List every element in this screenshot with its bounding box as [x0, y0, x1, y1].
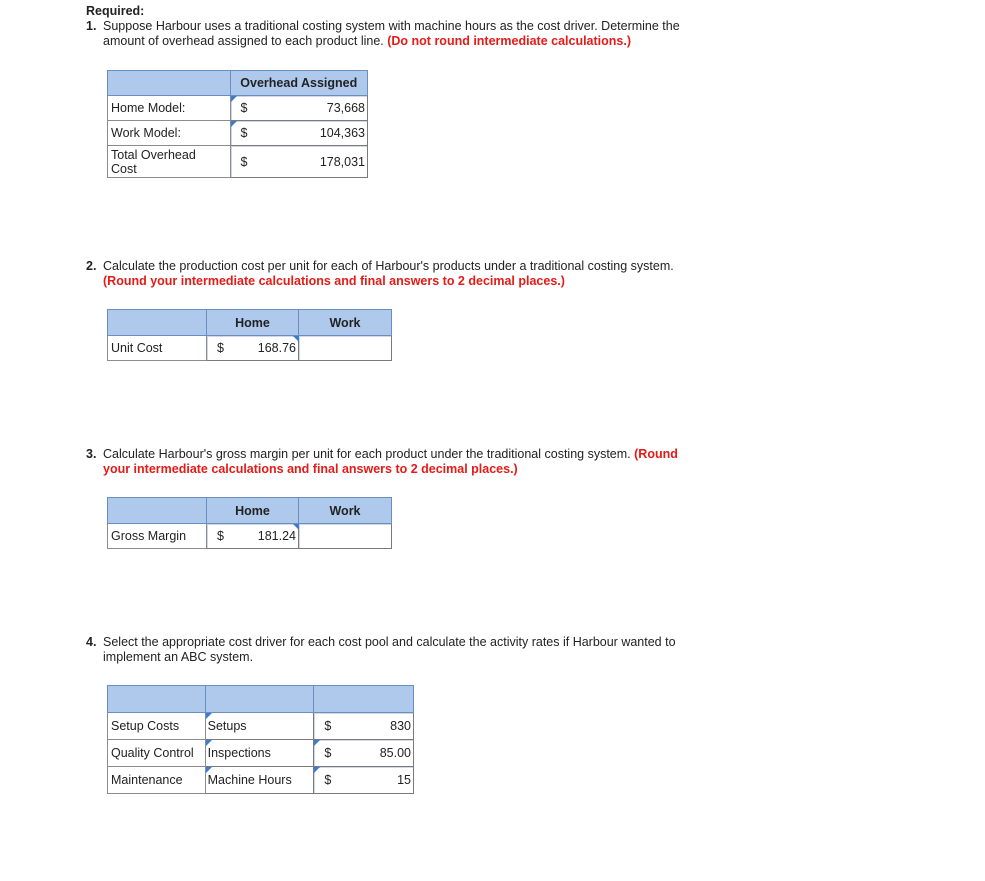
required-heading: Required:: [86, 4, 145, 18]
setup-costs-rate-value: 830: [390, 719, 411, 733]
question-1-text-a: Suppose Harbour uses a traditional costing system with machine hours as the cost driver. Determine the: [103, 19, 680, 33]
maintenance-driver-value: Machine Hours: [207, 773, 292, 787]
home-model-overhead-value: 73,668: [326, 101, 365, 115]
question-1-text-b: amount of overhead assigned to each product line.: [103, 34, 384, 48]
abc-header-blank-pool: [108, 686, 206, 713]
input-flag-icon: [314, 767, 320, 773]
unit-cost-home-input[interactable]: [207, 336, 299, 361]
unit-cost-table: [107, 309, 392, 361]
question-4: [86, 635, 726, 665]
unit-cost-home-header: Home: [207, 310, 299, 336]
maintenance-driver-select[interactable]: [205, 767, 314, 794]
total-overhead-label-line-1: Total Overhead: [111, 147, 196, 162]
home-model-label: Home Model:: [108, 96, 231, 121]
quality-control-rate-value: 85.00: [379, 746, 411, 760]
input-flag-icon: [206, 713, 212, 719]
unit-cost-home-value: 168.76: [257, 341, 296, 355]
gross-margin-home-value: 181.24: [257, 529, 296, 543]
input-flag-icon: [206, 740, 212, 746]
question-3-note-a: (Round: [634, 447, 678, 461]
abc-header-blank-rate: [314, 686, 414, 713]
total-overhead-value: 178,031: [319, 154, 365, 169]
setup-costs-driver-value: Setups: [207, 719, 247, 733]
total-overhead-input[interactable]: [230, 146, 367, 178]
question-3-number: 3.: [86, 447, 97, 461]
total-overhead-label-line-2: Cost: [111, 161, 137, 176]
abc-rates-table: [107, 685, 414, 794]
gross-margin-label: Gross Margin: [108, 524, 207, 549]
setup-costs-rate-input[interactable]: [314, 713, 414, 740]
maintenance-rate-value: 15: [397, 773, 411, 787]
overhead-header-blank: [108, 71, 231, 96]
input-flag-icon: [231, 121, 237, 127]
gross-margin-work-header: Work: [299, 498, 392, 524]
abc-header-blank-driver: [205, 686, 314, 713]
currency-sign: $: [240, 154, 248, 169]
currency-sign: $: [217, 341, 224, 355]
currency-sign: $: [217, 529, 224, 543]
question-4-text-b: implement an ABC system.: [103, 650, 254, 664]
home-model-overhead-input[interactable]: [230, 96, 367, 121]
work-model-label: Work Model:: [108, 121, 231, 146]
question-1-number: 1.: [86, 19, 97, 33]
work-model-overhead-value: 104,363: [319, 126, 365, 140]
quality-control-label: Quality Control: [108, 740, 206, 767]
currency-sign: $: [240, 101, 248, 115]
maintenance-rate-input[interactable]: [314, 767, 414, 794]
question-1: [86, 19, 726, 49]
gross-margin-home-header: Home: [207, 498, 299, 524]
input-flag-icon: [206, 767, 212, 773]
setup-costs-label: Setup Costs: [108, 713, 206, 740]
gross-margin-table: [107, 497, 392, 549]
question-2-note: (Round your intermediate calculations and final answers to 2 decimal places.): [103, 274, 565, 288]
question-3: [86, 447, 726, 477]
unit-cost-work-input[interactable]: [299, 336, 392, 361]
gross-margin-work-input[interactable]: [299, 524, 392, 549]
input-flag-icon: [231, 96, 237, 102]
currency-sign: $: [324, 773, 332, 787]
currency-sign: $: [240, 126, 248, 140]
unit-cost-work-header: Work: [299, 310, 392, 336]
unit-cost-label: Unit Cost: [108, 336, 207, 361]
quality-control-driver-value: Inspections: [207, 746, 271, 760]
question-2: [86, 259, 726, 289]
gross-margin-home-input[interactable]: [207, 524, 299, 549]
question-2-number: 2.: [86, 259, 97, 273]
question-3-note-b: your intermediate calculations and final answers to 2 decimal places.): [103, 462, 518, 476]
quality-control-rate-input[interactable]: [314, 740, 414, 767]
setup-costs-driver-select[interactable]: [205, 713, 314, 740]
question-3-text: Calculate Harbour's gross margin per unit for each product under the traditional costing system.: [103, 447, 631, 461]
question-4-text-a: Select the appropriate cost driver for each cost pool and calculate the activity rates if Harbour wanted to: [103, 635, 676, 649]
maintenance-label: Maintenance: [108, 767, 206, 794]
currency-sign: $: [324, 746, 332, 760]
question-1-note: (Do not round intermediate calculations.): [387, 34, 632, 48]
unit-cost-header-blank: [108, 310, 207, 336]
total-overhead-label: [108, 146, 231, 178]
overhead-table: [107, 70, 368, 178]
quality-control-driver-select[interactable]: [205, 740, 314, 767]
input-flag-icon: [314, 740, 320, 746]
question-4-number: 4.: [86, 635, 97, 649]
gross-margin-header-blank: [108, 498, 207, 524]
question-2-text: Calculate the production cost per unit for each of Harbour's products under a traditional costing system.: [103, 259, 674, 273]
overhead-assigned-header: Overhead Assigned: [230, 71, 367, 96]
work-model-overhead-input[interactable]: [230, 121, 367, 146]
currency-sign: $: [324, 719, 332, 733]
